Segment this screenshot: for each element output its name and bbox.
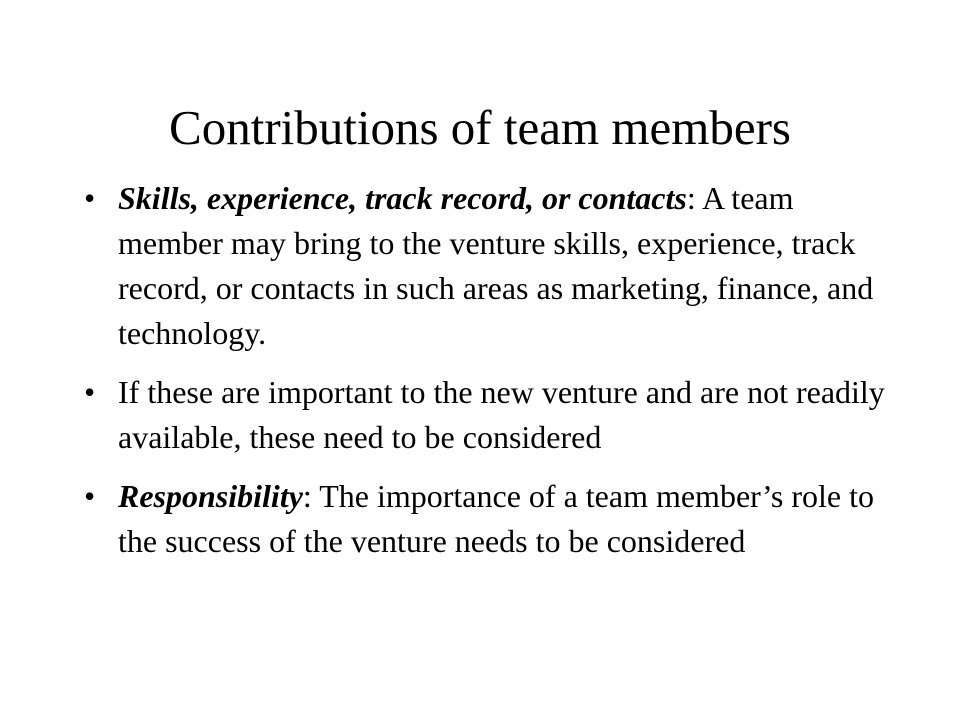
bullet-dot-icon: • [84,374,96,410]
bullet-emphasis-skills: Skills, experience, track record, or contacts [118,180,687,216]
bullet-emphasis-responsibility: Responsibility [118,478,303,514]
bullet-dot-icon: • [84,478,96,514]
bullet-list [84,176,894,578]
bullet-text-responsibility: : The importance of a team member’s role to the success of the venture needs to be considered [118,478,874,559]
slide-title: Contributions of team members [169,100,791,155]
bullet-dot-icon: • [84,180,96,216]
bullet-text-availability: If these are important to the new venture and are not readily available, these need to be considered [118,374,885,455]
bullet-text-skills: : A team member may bring to the venture skills, experience, track record, or contacts in such areas as marketing, finance, and technology. [118,180,874,351]
bullet-item-responsibility [84,474,894,564]
bullet-item-skills [84,176,894,356]
bullet-item-availability [84,370,894,460]
